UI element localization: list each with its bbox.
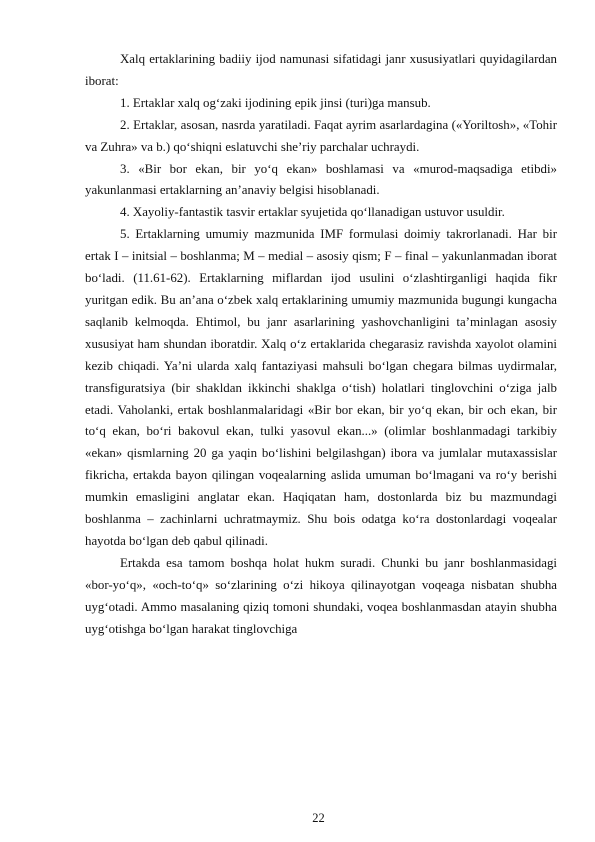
paragraph-item-4: 4. Xayoliy-fantastik tasvir ertaklar syujetida qo‘llanadigan ustuvor usuldir.	[120, 205, 505, 220]
page-number: 22	[312, 811, 325, 825]
paragraph-item-5: 5. Ertaklarning umumiy mazmunida IMF formulasi doimiy takrorlanadi. Har bir ertak I – initsial – boshlanma; M – medial – asosiy qism; F – final – yakunlanmadan iborat bo‘ladi. (11.61-62). Ertaklarning miflardan ijod usulini o‘zlashtirganligi haqida fikr yuritgan edik. Bu an’ana o‘zbek xalq ertaklarining umumiy mazmunida bugungi kungacha saqlanib kelmoqda. Ehtimol, bu janr asarlarining yashovchanligini ta’minlagan asosiy xususiyat ham shundan iboratdir. Xalq o‘z ertaklarida chegarasiz ravishda xayolot olamini kezib chiqadi. Ya’ni ularda xalq fantaziyasi mahsuli bo‘lgan chegara bilmas uydirmalar, transfiguratsiya (bir shakldan ikkinchi shaklga o‘tish) holatlari tinglovchini o‘ziga jalb etadi. Vaholanki, ertak boshlanmalaridagi «Bir bor ekan, bir yo‘q ekan, bir och ekan, bir to‘q ekan, bo‘ri bakovul ekan, tulki yasovul ekan...» (olimlar boshlanmadagi tarkibiy «ekan» qismlarning 20 ga yaqin bo‘lishini belgilashgan) ibora va jumlalar mutaxassislar fikricha, ertakda bayon qilingan voqealarning aslida umuman bo‘lmagani va ro‘y berishi mumkin emasligini anglatar ekan. Haqiqatan ham, dostonlarda biz bu mazmundagi boshlanma – zachinlarni uchratmaymiz. Shu bois odatga ko‘ra dostonlardagi voqealar hayotda bo‘lgan deb qabul qilinadi.	[85, 227, 557, 548]
paragraph-item-3: 3. «Bir bor ekan, bir yo‘q ekan» boshlamasi va «murod-maqsadiga etibdi» yakunlanmasi ertaklarning an’anaviy belgisi hisoblanadi.	[85, 161, 557, 198]
paragraph-continuation: Ertakda esa tamom boshqa holat hukm suradi. Chunki bu janr boshlanmasidagi «bor-yo‘q», «och-to‘q» so‘zlarining o‘zi hikoya qilinayotgan voqeaga nisbatan shubha uyg‘otadi. Ammo masalaning qiziq tomoni shundaki, voqea boshlanmasdan atayin shubha uyg‘otishga bo‘lgan harakat tinglovchiga	[85, 555, 557, 636]
paragraph-intro: Xalq ertaklarining badiiy ijod namunasi sifatidagi janr xususiyatlari quyidagilardan iborat:	[85, 52, 557, 88]
paragraph-item-2: 2. Ertaklar, asosan, nasrda yaratiladi. Faqat ayrim asarlardagina («Yoriltosh», «Tohir va Zuhra» va b.) qo‘shiqni eslatuvchi she’riy parchalar uchraydi.	[85, 117, 557, 154]
paragraph-item-1: 1. Ertaklar xalq og‘zaki ijodining epik jinsi (turi)ga mansub.	[120, 95, 431, 110]
document-body	[85, 49, 557, 640]
